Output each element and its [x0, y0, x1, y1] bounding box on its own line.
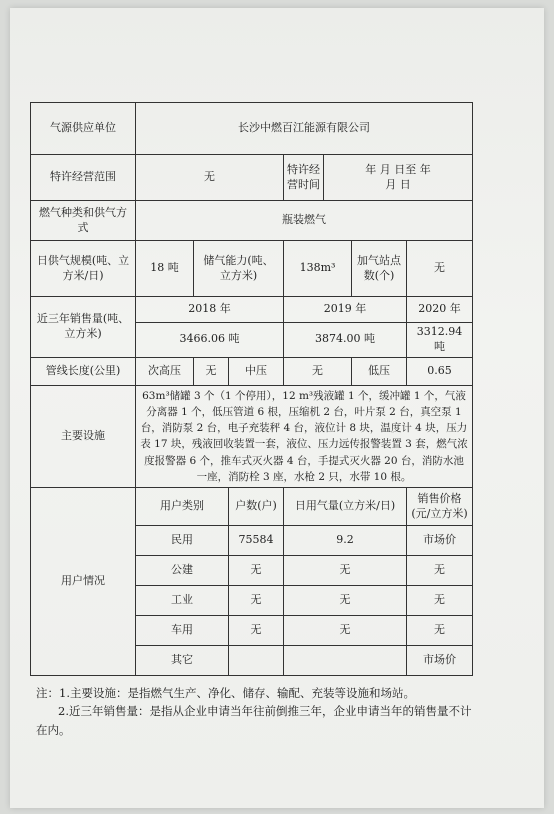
users-row-category: 公建 [136, 556, 229, 586]
gas-supply-form-table [30, 102, 473, 676]
supplier-label: 气源供应单位 [31, 103, 136, 155]
facilities-text: 63m³储罐 3 个（1 个停用），12 m³残液罐 1 个，缓冲罐 1 个，气液分离器 1 个，低压管道 6 根，压缩机 2 台，叶片泵 2 台，真空泵 1 台，消防泵 2 台，电子充装秤 4 台，液位计 8 块，温度计 4 块，压力表 17 块，残液回收装置一套，液位、压力远传报警装置 3 套，燃气浓度报警器 6 个，推车式灭火器 4 台，手提式灭火器 20 台，消防水池一座，消防栓 3 座，水枪 2 只，水带 10 根。 [136, 385, 473, 488]
franchise-period-value [324, 155, 473, 201]
storage-capacity-label: 储气能力(吨、立方米) [194, 241, 284, 297]
gas-type-value: 瓶装燃气 [136, 201, 473, 241]
station-count-label: 加气站点数(个) [352, 241, 407, 297]
users-row-category: 其它 [136, 646, 229, 676]
users-row-category: 车用 [136, 616, 229, 646]
users-row-price: 市场价 [407, 526, 473, 556]
users-row-daily-usage: 无 [284, 586, 407, 616]
sales-value-2018: 3466.06 吨 [136, 323, 284, 358]
footnote-2: 2.近三年销售量：是指从企业申请当年往前倒推三年，企业申请当年的销售量不计在内。 [36, 704, 472, 737]
users-row-daily-usage: 9.2 [284, 526, 407, 556]
users-header-price: 销售价格(元/立方米) [407, 488, 473, 526]
users-row-price: 无 [407, 616, 473, 646]
footnote-1: 注：1.主要设施：是指燃气生产、净化、储存、输配、充装等设施和场站。 [36, 686, 415, 700]
users-row-category: 民用 [136, 526, 229, 556]
franchise-period-label: 特许经营时间 [284, 155, 324, 201]
pipeline-label: 管线长度(公里) [31, 357, 136, 385]
users-row-price: 无 [407, 556, 473, 586]
facilities-label: 主要设施 [31, 385, 136, 488]
sales-year-2020: 2020 年 [407, 297, 473, 323]
users-row-price: 市场价 [407, 646, 473, 676]
franchise-period-line2: 月 日 [385, 177, 411, 191]
pipeline-low-label: 低压 [352, 357, 407, 385]
franchise-scope-label: 特许经营范围 [31, 155, 136, 201]
users-row-daily-usage [284, 646, 407, 676]
users-header-daily-usage: 日用气量(立方米/日) [284, 488, 407, 526]
users-row-households: 无 [229, 556, 284, 586]
storage-capacity-value: 138m³ [284, 241, 352, 297]
station-count-value: 无 [407, 241, 473, 297]
sales-year-2019: 2019 年 [284, 297, 407, 323]
users-row-daily-usage: 无 [284, 556, 407, 586]
franchise-scope-value: 无 [136, 155, 284, 201]
users-row-category: 工业 [136, 586, 229, 616]
sales-year-2018: 2018 年 [136, 297, 284, 323]
users-row-households: 无 [229, 586, 284, 616]
pipeline-sub-high-label: 次高压 [136, 357, 194, 385]
users-row-households: 75584 [229, 526, 284, 556]
franchise-period-line1: 年 月 日至 年 [365, 162, 431, 176]
users-row-households [229, 646, 284, 676]
daily-supply-value: 18 吨 [136, 241, 194, 297]
pipeline-mid-label: 中压 [229, 357, 284, 385]
sales-value-2020: 3312.94 吨 [407, 323, 473, 358]
supplier-value: 长沙中燃百江能源有限公司 [136, 103, 473, 155]
pipeline-mid-value: 无 [284, 357, 352, 385]
users-row-price: 无 [407, 586, 473, 616]
sales-value-2019: 3874.00 吨 [284, 323, 407, 358]
users-label: 用户情况 [31, 488, 136, 676]
pipeline-sub-high-value: 无 [194, 357, 229, 385]
daily-supply-label: 日供气规模(吨、立方米/日) [31, 241, 136, 297]
users-row-households: 无 [229, 616, 284, 646]
users-header-households: 户数(户) [229, 488, 284, 526]
users-header-category: 用户类别 [136, 488, 229, 526]
pipeline-low-value: 0.65 [407, 357, 473, 385]
footnotes [36, 684, 476, 739]
gas-type-label: 燃气种类和供气方式 [31, 201, 136, 241]
users-row-daily-usage: 无 [284, 616, 407, 646]
sales-label: 近三年销售量(吨、立方米) [31, 297, 136, 358]
